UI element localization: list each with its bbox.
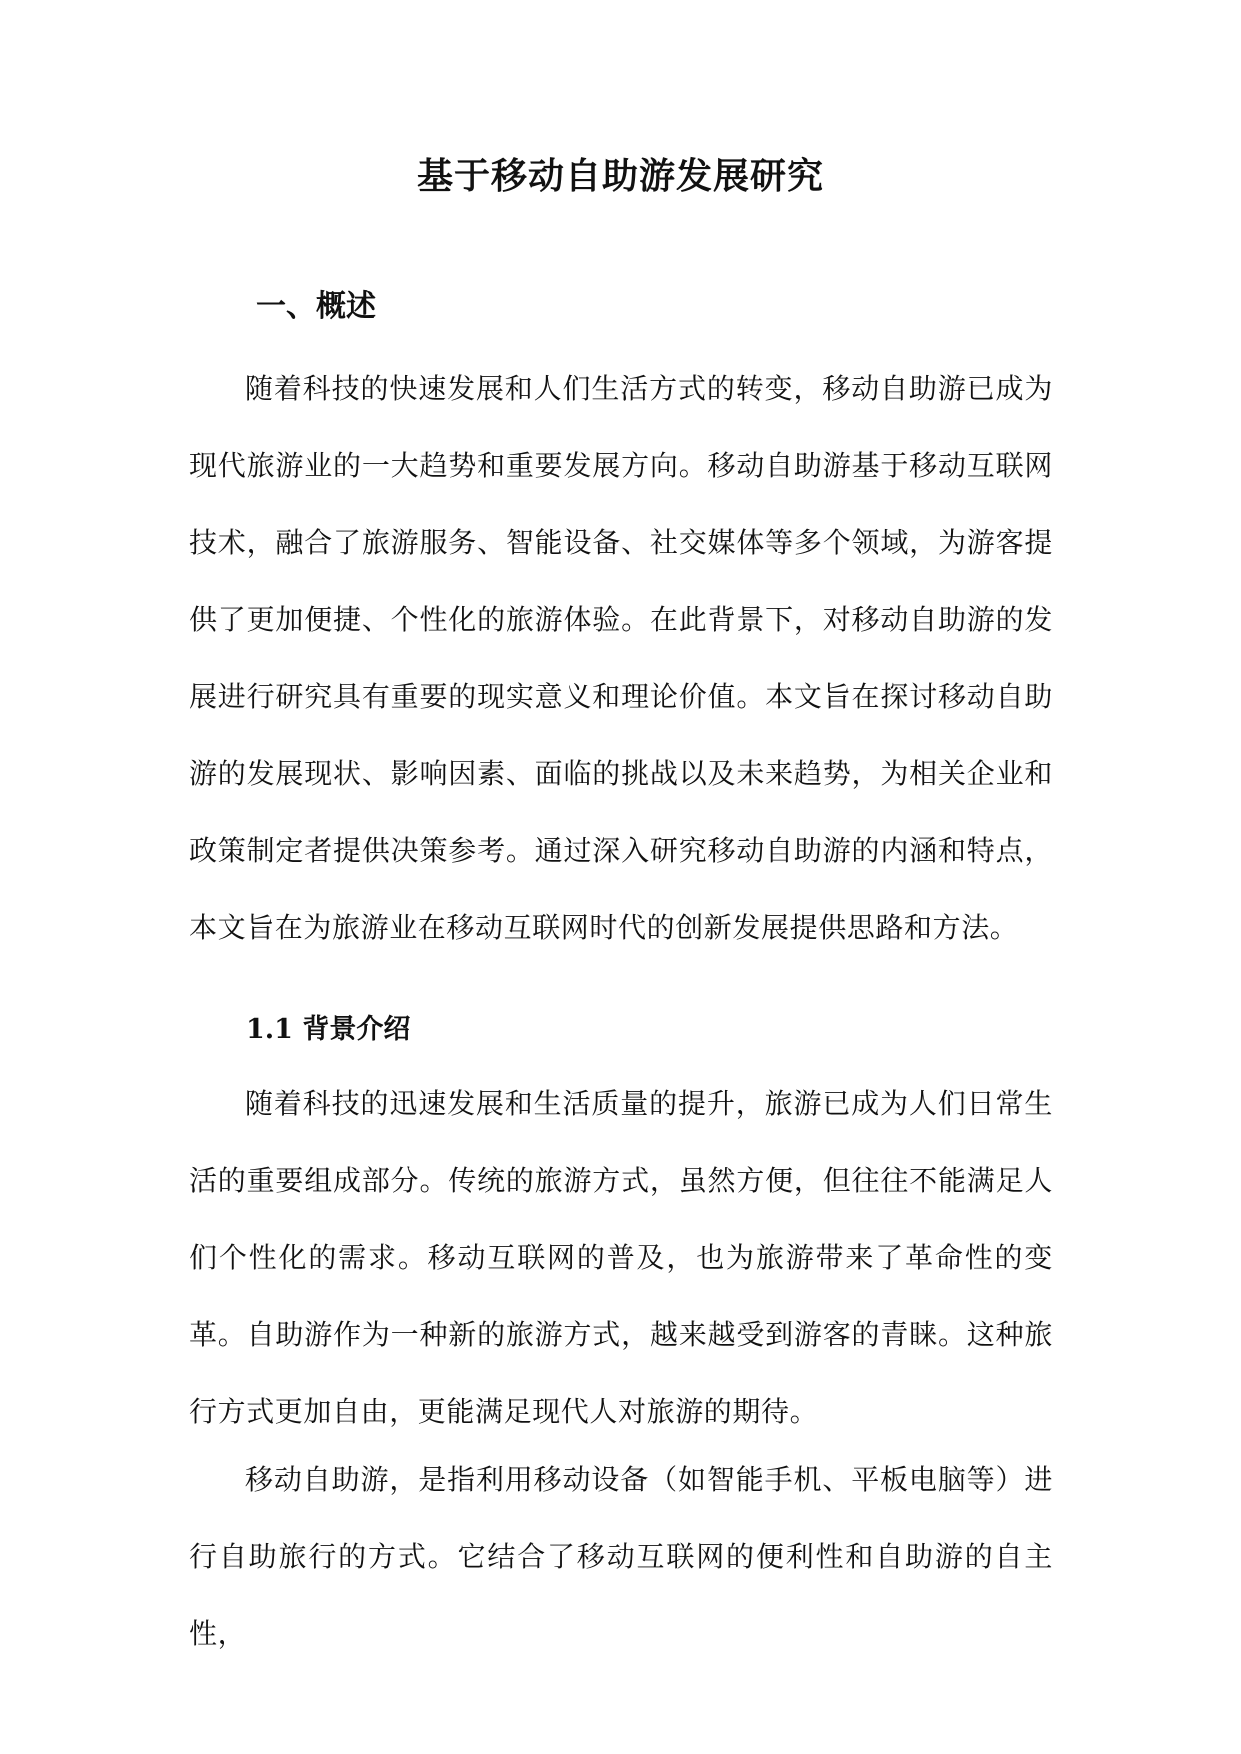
paragraph-overview: 随着科技的快速发展和人们生活方式的转变，移动自助游已成为现代旅游业的一大趋势和重要发展方向。移动自助游基于移动互联网技术，融合了旅游服务、智能设备、社交媒体等多个领域，为游客提供了更加便捷、个性化的旅游体验。在此背景下，对移动自助游的发展进行研究具有重要的现实意义和理论价值。本文旨在探讨移动自助游的发展现状、影响因素、面临的挑战以及未来趋势，为相关企业和政策制定者提供决策参考。通过深入研究移动自助游的内涵和特点，本文旨在为旅游业在移动互联网时代的创新发展提供思路和方法。 bbox=[189, 372, 1053, 944]
document-title: 基于移动自助游发展研究 bbox=[416, 155, 824, 197]
section-heading-background: 1.1 背景介绍 bbox=[246, 1014, 411, 1045]
section-heading-overview: 一、概述 bbox=[256, 289, 376, 324]
paragraph-background-1: 随着科技的迅速发展和生活质量的提升，旅游已成为人们日常生活的重要组成部分。传统的旅游方式，虽然方便，但往往不能满足人们个性化的需求。移动互联网的普及，也为旅游带来了革命性的变革。自助游作为一种新的旅游方式，越来越受到游客的青睐。这种旅行方式更加自由，更能满足现代人对旅游的期待。 bbox=[189, 1087, 1053, 1428]
paragraph-background-2: 移动自助游，是指利用移动设备（如智能手机、平板电脑等）进行自助旅行的方式。它结合了移动互联网的便利性和自助游的自主性， bbox=[189, 1463, 1053, 1650]
